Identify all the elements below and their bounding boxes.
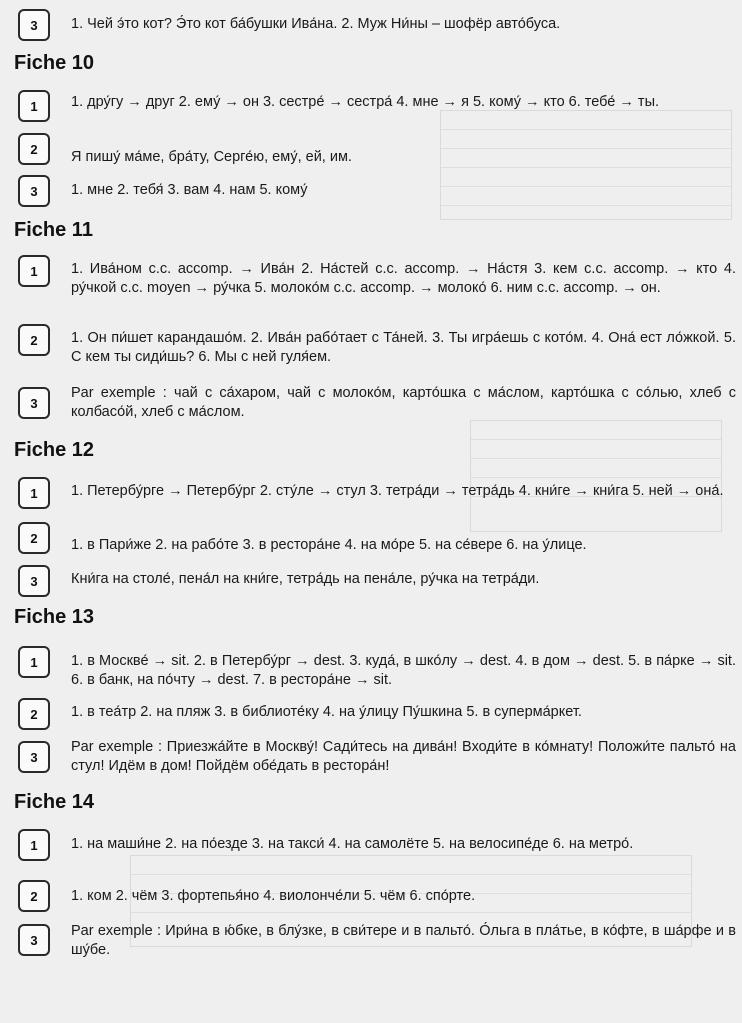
answer-text: Par exemple : Ири́на в ю́бке, в блу́зке, в сви́тере и в пальто́. О́льга в пла́тье, в ко́фте, в ша́рфе и в шу́бе. [71,923,736,958]
exercise-number-box: 2 [18,522,50,554]
exercise-number-box: 1 [18,646,50,678]
answer-text: 1. ком 2. чём 3. фортепья́но 4. виолонче́ли 5. чём 6. спо́рте. [71,888,476,904]
exercise-number-box: 3 [18,387,50,419]
exercise-number-box: 1 [18,829,50,861]
answer-text: 1. в теа́тр 2. на пляж 3. в библиоте́ку 4. на у́лицу Пу́шкина 5. в суперма́ркет. [71,704,582,720]
answer-text: Я пишу́ ма́ме, бра́ту, Серге́ю, ему́, ей, им. [71,149,352,165]
answer-text: 1. на маши́не 2. на по́езде 3. на такси́ 4. на самолёте 5. на велосипе́де 6. на метро́. [71,836,634,852]
answer-text: 1. Чей э́то кот? Э́то кот ба́бушки Ива́на. 2. Муж Ни́ны – шофёр авто́буса. [71,16,561,32]
fiche-heading: Fiche 11 [14,219,93,241]
exercise-number-box: 2 [18,880,50,912]
exercise-number-box: 3 [18,924,50,956]
exercise-number-box: 1 [18,477,50,509]
answer-text: 1. Он пи́шет карандашо́м. 2. Ива́н рабо́тает с Та́ней. 3. Ты игра́ешь с кото́м. 4. Она́ ест ло́жкой. 5. С кем ты сиди́шь? 6. Мы с ней гуля́ем. [71,330,736,365]
exercise-number-box: 3 [18,741,50,773]
answer-text: 1. мне 2. тебя́ 3. вам 4. нам 5. кому́ [71,182,308,198]
fiche-heading: Fiche 13 [14,606,95,628]
answer-text: Par exemple : чай с са́харом, чай с молоко́м, карто́шка с ма́слом, карто́шка с со́лью, хлеб с колбасо́й, хлеб с ма́слом. [71,385,736,420]
exercise-number-box: 1 [18,255,50,287]
exercise-number-box: 2 [18,324,50,356]
exercise-number-box: 3 [18,175,50,207]
exercise-number-box: 3 [18,565,50,597]
answer-text: 1. Ива́ном c.c. accomp. → Ива́н 2. На́стей c.c. accomp. → На́стя 3. кем c.c. accomp. → кто 4. ру́чкой c.c. moyen → ру́чка 5. молоко́м c.c. accomp. → молоко́ 6. ним c.c. accomp. → он. [71,261,736,296]
answer-text: 1. в Пари́же 2. на рабо́те 3. в рестора́не 4. на мо́ре 5. на се́вере 6. на у́лице. [71,537,587,553]
answer-text: 1. дру́гу → друг 2. ему́ → он 3. сестре́ → сестра́ 4. мне → я 5. кому́ → кто 6. тебе́ → ты. [71,94,660,110]
exercise-number-box: 1 [18,90,50,122]
exercise-number-box: 3 [18,9,50,41]
fiche-heading: Fiche 12 [14,439,95,461]
answer-text: Кни́га на столе́, пена́л на кни́ге, тетра́дь на пена́ле, ру́чка на тетра́ди. [71,571,540,587]
exercise-number-box: 2 [18,133,50,165]
exercise-number-box: 2 [18,698,50,730]
answer-text: 1. в Москве́ → sit. 2. в Петербу́рг → dest. 3. куда́, в шко́лу → dest. 4. в дом → dest. 5. в па́рке → sit. 6. в банк, на по́чту → dest. 7. в рестора́не → sit. [71,653,736,688]
answer-text: Par exemple : Приезжа́йте в Москву́! Сади́тесь на дива́н! Входи́те в ко́мнату! Положи́те пальто́ на стул! Идём в дом! Пойдём обе́дать в рестора́н! [71,739,736,774]
fiche-heading: Fiche 10 [14,52,95,74]
answer-text: 1. Петербу́рге → Петербу́рг 2. сту́ле → стул 3. тетра́ди → тетра́дь 4. кни́ге → кни́га 5. ней → она́. [71,483,724,499]
fiche-heading: Fiche 14 [14,791,95,813]
